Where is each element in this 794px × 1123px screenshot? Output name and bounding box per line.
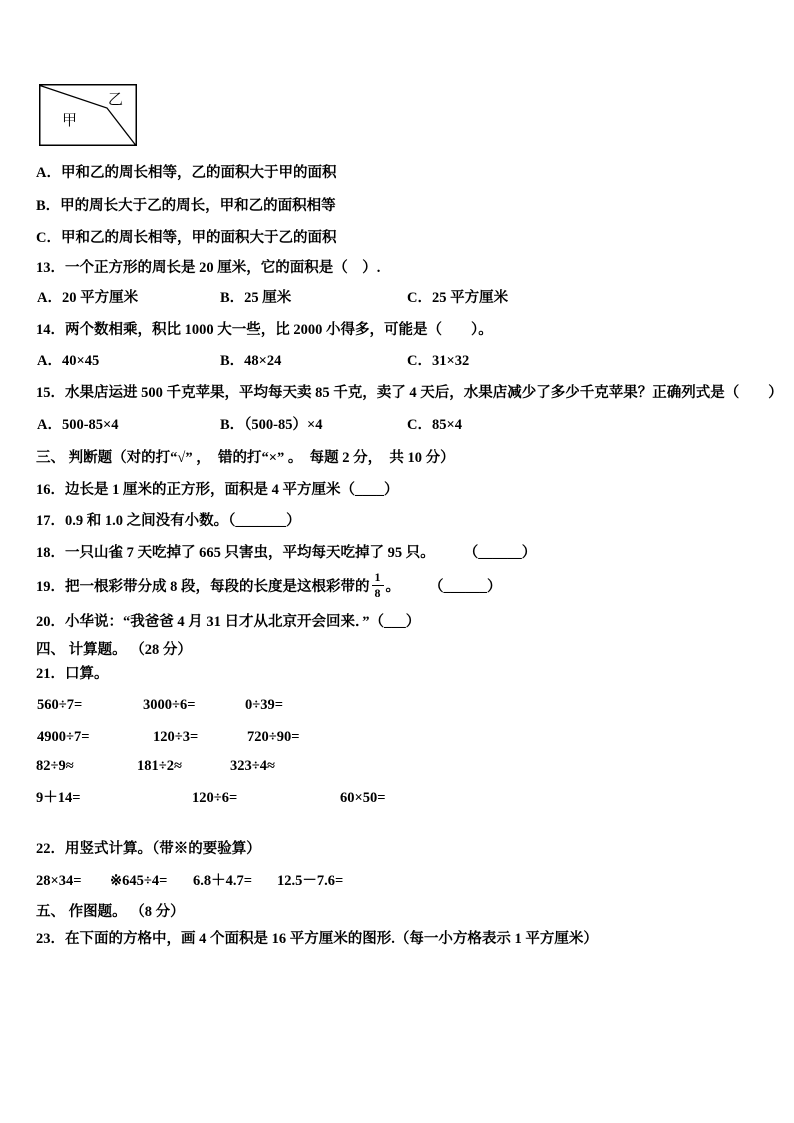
q21-expr: 323÷4≈ <box>230 758 275 774</box>
q21-expr: 60×50= <box>340 790 386 806</box>
q14-stem: 14．两个数相乘，积比 1000 大一些，比 2000 小得多，可能是（ ）。 <box>36 322 493 338</box>
q14-option-b: B．48×24 <box>220 353 282 369</box>
q21-row4 <box>36 789 776 809</box>
q21-stem: 21．口算。 <box>36 666 109 682</box>
q12-option-a: A．甲和乙的周长相等，乙的面积大于甲的面积 <box>36 165 337 181</box>
q12-figure <box>39 84 138 147</box>
q13-options <box>36 289 776 309</box>
q14-option-c: C．31×32 <box>407 353 470 369</box>
q22-row <box>36 872 776 892</box>
figure-label-jia: 甲 <box>62 113 78 129</box>
q22-expr: 28×34= <box>36 873 82 889</box>
q13-option-c: C．25 平方厘米 <box>407 290 509 306</box>
q21-expr: 9＋14= <box>36 790 81 806</box>
q21-expr: 181÷2≈ <box>137 758 182 774</box>
q21-expr: 4900÷7= <box>37 729 90 745</box>
q15-option-a: A．500-85×4 <box>37 417 119 433</box>
q21-expr: 82÷9≈ <box>36 758 74 774</box>
q19-text-after: 。 （______） <box>385 578 502 595</box>
q15-option-b: B．（500-85）×4 <box>220 417 323 433</box>
q23-text: 23．在下面的方格中，画 4 个面积是 16 平方厘米的图形.（每一小方格表示 1 平方厘米） <box>36 931 598 947</box>
q22-stem: 22．用竖式计算。（带※的要验算） <box>36 841 261 857</box>
section4-title: 四、 计算题。 （28 分） <box>36 642 192 658</box>
section3-title: 三、 判断题（对的打“√” ， 错的打“×” 。 每题 2 分， 共 10 分） <box>36 450 455 466</box>
q21-expr: 560÷7= <box>37 697 83 713</box>
q21-expr: 120÷6= <box>192 790 238 806</box>
q19-fraction-denominator: 8 <box>374 585 381 600</box>
q21-expr: 720÷90= <box>247 729 300 745</box>
q17-text: 17．0.9 和 1.0 之间没有小数。（_______） <box>36 513 301 529</box>
q15-stem: 15．水果店运进 500 千克苹果，平均每天卖 85 千克，卖了 4 天后，水果店减少了多少千克苹果？正确列式是（ ） <box>36 385 783 401</box>
q19-fraction <box>372 570 384 600</box>
q13-stem: 13．一个正方形的周长是 20 厘米，它的面积是（ ）. <box>36 260 381 276</box>
q19-fraction-numerator: 1 <box>372 570 384 585</box>
q15-option-c: C．85×4 <box>407 417 462 433</box>
q21-expr: 0÷39= <box>245 697 283 713</box>
q21-expr: 120÷3= <box>153 729 199 745</box>
q16-text: 16．边长是 1 厘米的正方形，面积是 4 平方厘米（____） <box>36 482 399 498</box>
q20-text: 20．小华说：“我爸爸 4 月 31 日才从北京开会回来．”（___） <box>36 614 421 630</box>
q14-option-a: A．40×45 <box>37 353 100 369</box>
q21-row1 <box>36 696 776 716</box>
q21-row3 <box>36 757 776 777</box>
q18-text: 18．一只山雀 7 天吃掉了 665 只害虫，平均每天吃掉了 95 只。 （______） <box>36 545 537 561</box>
q19-text-before: 19．把一根彩带分成 8 段，每段的长度是这根彩带的 <box>36 578 370 595</box>
section5-title: 五、 作图题。 （8 分） <box>36 904 185 920</box>
q22-expr: 12.5－7.6= <box>277 873 344 889</box>
q13-option-b: B．25 厘米 <box>220 290 292 306</box>
q19-text <box>36 566 502 604</box>
figure-label-yi: 乙 <box>108 92 124 108</box>
q12-option-b: B．甲的周长大于乙的周长，甲和乙的面积相等 <box>36 198 336 214</box>
q13-option-a: A．20 平方厘米 <box>37 290 139 306</box>
q14-options <box>36 352 776 372</box>
q15-options <box>36 416 776 436</box>
q21-row2 <box>36 728 776 748</box>
q12-option-c: C．甲和乙的周长相等，甲的面积大于乙的面积 <box>36 230 337 246</box>
q21-expr: 3000÷6= <box>143 697 196 713</box>
q22-expr: 6.8＋4.7= <box>193 873 253 889</box>
q22-expr: ※645÷4= <box>110 873 168 889</box>
